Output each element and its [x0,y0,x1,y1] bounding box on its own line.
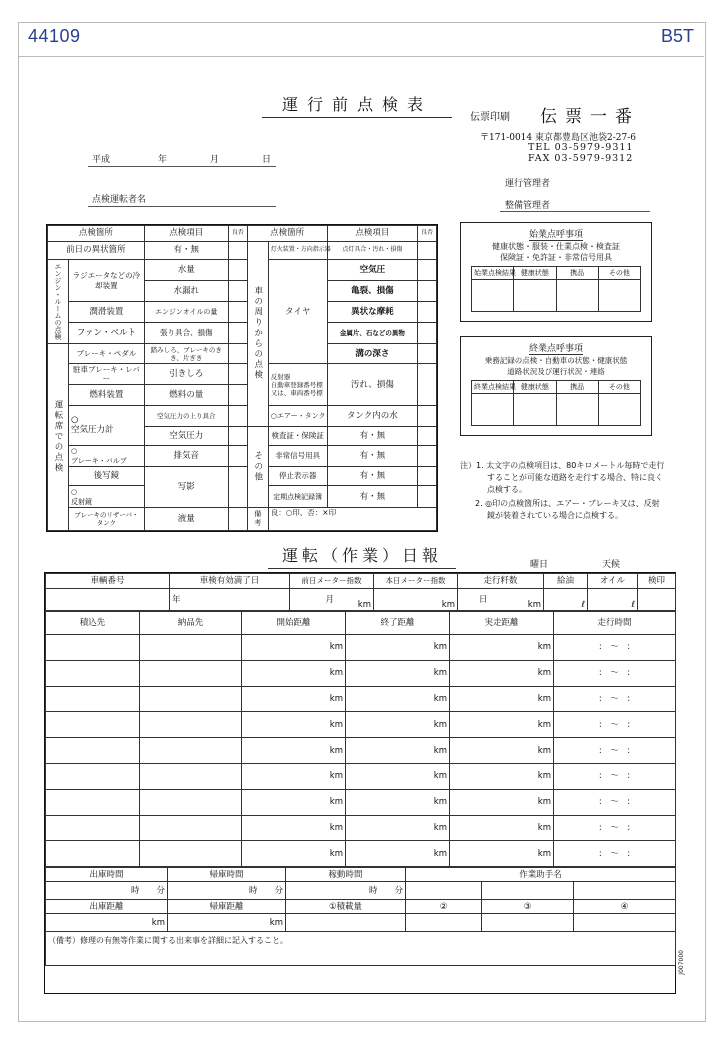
header-check-point-2: 点検箇所 [247,226,327,242]
hdr-assistant: 作業助手名 [406,868,676,882]
month-label: 月 [210,155,220,165]
hdr-working-time: 稼動時間 [286,868,406,882]
row-maintenance-log-value: 有・無 [327,486,417,508]
assistant-cell[interactable] [574,882,676,900]
day-label: 日 [262,155,272,165]
start-distance-cell[interactable]: km [242,635,346,661]
start-distance-cell[interactable]: km [242,660,346,686]
row-fuel-amount: 燃料の量 [144,385,228,406]
row-lights: 灯火装置・方向指示器 [268,241,327,260]
check-cell[interactable] [228,508,247,531]
assistant-cell[interactable] [482,882,574,900]
col-loading: 積込先 [46,612,140,635]
row-mirror-view: 写影 [144,467,228,508]
row-reflect-mirror: ○ 反射鏡 [69,486,145,508]
inspection-table [46,224,438,532]
hdr-oil: オイル [588,574,638,589]
end-distance-cell[interactable]: km [346,815,450,841]
check-cell[interactable] [228,385,247,406]
start-cell[interactable] [556,280,598,312]
col-start-distance: 開始距離 [242,612,346,635]
row-pedal-play: 踏みしろ、ブレーキのきき、片ぎき [144,343,228,364]
start-col-result: 始業点検結果 [472,267,514,280]
row-reflector: 反射器 自動車登録番号標又は、車両番号標 [268,364,327,406]
end-distance-cell[interactable]: km [346,686,450,712]
check-cell[interactable] [228,426,247,445]
note-1b: することが可能な道路を走行する場合、特に良く [487,473,663,482]
inspector-line[interactable] [88,192,276,207]
driving-time-cell[interactable]: : 〜 : [554,789,676,815]
loading-cell[interactable] [46,660,140,686]
start-col-health: 健康状態 [514,267,556,280]
row-prev-issue: 前日の異状箇所 [48,241,145,260]
start-cell[interactable] [598,280,640,312]
check-cell[interactable] [418,281,437,302]
end-rollcall-title: 終業点呼事項 [528,344,583,354]
weather-label: 天候 [602,560,621,570]
stamp-cell[interactable] [638,589,676,611]
loading-cell[interactable] [46,841,140,867]
return-time-cell[interactable]: 時 分 [168,882,286,900]
driving-time-cell[interactable]: : 〜 : [554,738,676,764]
mileage-cell[interactable]: km [458,589,544,611]
load-cell[interactable] [286,914,406,932]
row-tire: タイヤ [268,260,327,364]
end-cell[interactable] [514,394,556,426]
end-distance-cell[interactable]: km [346,841,450,867]
hdr-prev-meter: 前日メーター指数 [290,574,374,589]
end-distance-cell[interactable]: km [346,789,450,815]
loading-cell[interactable] [46,789,140,815]
delivery-cell[interactable] [140,763,242,789]
row-parking-brake: 駐車ブレーキ・レバー [69,364,145,385]
weekday-label: 曜日 [530,560,549,570]
maintenance-manager-line[interactable] [500,198,650,212]
row-fuel-system: 燃料装置 [69,385,145,406]
daily-log [44,572,676,994]
check-cell[interactable] [418,364,437,406]
start-distance-cell[interactable]: km [242,712,346,738]
row-maintenance-log: 定期点検記録簿 [268,486,327,508]
row-inspection-cert-value: 有・無 [327,426,417,445]
check-cell[interactable] [418,343,437,364]
driving-time-cell[interactable]: : 〜 : [554,686,676,712]
header-bar [18,22,704,57]
inspector-label: 点検運転者名 [92,195,147,205]
hdr-departure-distance: 出庫距離 [46,900,168,914]
col-delivery: 納品先 [140,612,242,635]
hdr-return-time: 帰庫時間 [168,868,286,882]
row-brake-pedal: ブレーキ・ペダル [69,343,145,364]
header-check-point: 点検箇所 [48,226,145,242]
row-water-level: 水量 [144,260,228,281]
check-cell[interactable] [418,301,437,322]
hdr-stamp: 検印 [638,574,676,589]
start-distance-cell[interactable]: km [242,841,346,867]
check-cell[interactable] [418,486,437,508]
col-driving-time: 走行時間 [554,612,676,635]
end-distance-cell[interactable]: km [346,635,450,661]
group-engine-room: エンジン・ルームの点検 [48,260,69,343]
actual-distance-cell[interactable]: km [450,738,554,764]
header-pass-fail: 良否 [228,226,247,242]
delivery-cell[interactable] [140,660,242,686]
start-col-items: 携品 [556,267,598,280]
check-cell[interactable] [228,445,247,467]
hdr-vehicle-no: 車輌番号 [46,574,170,589]
log-row [46,763,676,789]
check-cell[interactable] [418,322,437,343]
delivery-cell[interactable] [140,686,242,712]
group-around-vehicle: 車の周りからの点検 [247,241,268,426]
start-distance-cell[interactable]: km [242,738,346,764]
loading-cell[interactable] [46,635,140,661]
delivery-cell[interactable] [140,841,242,867]
hdr-load-3: ③ [482,900,574,914]
actual-distance-cell[interactable]: km [450,841,554,867]
header-pass-fail-2: 良否 [418,226,437,242]
end-distance-cell[interactable]: km [346,763,450,789]
actual-distance-cell[interactable]: km [450,660,554,686]
check-cell[interactable] [418,426,437,445]
start-distance-cell[interactable]: km [242,686,346,712]
start-distance-cell[interactable]: km [242,763,346,789]
actual-distance-cell[interactable]: km [450,686,554,712]
row-inspection-cert: 検査証・保険証 [268,426,327,445]
load-cell[interactable] [482,914,574,932]
start-rollcall-text1: 健康状態・服装・仕業点検・検査証 [492,242,620,251]
hdr-mileage: 走行粁数 [458,574,544,589]
publisher-brand: 伝票一番 [540,107,640,127]
driving-time-cell[interactable]: : 〜 : [554,660,676,686]
check-cell[interactable] [228,364,247,385]
driving-time-cell[interactable]: : 〜 : [554,841,676,867]
start-col-other: その他 [598,267,640,280]
departure-time-cell[interactable]: 時 分 [46,882,168,900]
circle-mark: ○ [71,415,79,426]
header-check-item: 点検項目 [144,226,228,242]
driving-time-cell[interactable]: : 〜 : [554,763,676,789]
departure-distance-cell[interactable]: km [46,914,168,932]
publisher-label: 伝票印刷 [470,112,510,123]
group-driver-seat: 運転席での点検 [48,343,69,530]
actual-distance-cell[interactable]: km [450,789,554,815]
row-radiator: ラジエータなどの冷却装置 [69,260,145,302]
log-row [46,789,676,815]
row-fluid-level: 液量 [144,508,228,531]
end-cell[interactable] [472,394,514,426]
row-water-leak: 水漏れ [144,281,228,302]
hdr-load-1: ①積載量 [286,900,406,914]
legend-pass-fail: 良：○印、否：×印 [268,508,436,531]
hdr-departure-time: 出庫時間 [46,868,168,882]
loading-cell[interactable] [46,815,140,841]
paper-size: B5T [660,26,694,46]
row-air-gauge: ○ 空気圧力計 [69,406,145,446]
start-rollcall-title: 始業点呼事項 [528,230,583,240]
row-crack: 亀裂、損傷 [327,281,417,302]
row-stop-sign-value: 有・無 [327,467,417,486]
end-rollcall-box [460,336,652,436]
delivery-cell[interactable] [140,789,242,815]
end-rollcall-text1: 乗務記録の点検・自動車の状態・健康状態 [484,356,628,365]
row-foreign-object: 金属片、石などの異物 [327,322,417,343]
row-oil-level: エンジンオイルの量 [144,301,228,322]
hdr-return-distance: 帰庫距離 [168,900,286,914]
row-air-pressure-2: 空気圧力 [144,426,228,445]
row-brake-reservoir: ブレーキのリザーバ・タンク [69,508,145,531]
oil-cell[interactable]: ℓ [588,589,638,611]
group-remarks: 備考 [247,508,268,531]
fuel-cell[interactable]: ℓ [544,589,588,611]
inspection-title: 運行前点検表 [262,92,452,118]
row-dirt-damage: 汚れ、損傷 [327,364,417,406]
row-air-tank: ○エアー・タンク [268,406,327,427]
hdr-fuel: 給油 [544,574,588,589]
assistant-cell[interactable] [406,882,482,900]
check-cell[interactable] [418,467,437,486]
col-actual-distance: 実走距離 [450,612,554,635]
row-groove-depth: 溝の深さ [327,343,417,364]
row-wear: 異状な摩耗 [327,301,417,322]
check-cell[interactable] [418,445,437,467]
row-stop-sign: 停止表示器 [268,467,327,486]
end-col-items: 携品 [556,381,598,394]
actual-distance-cell[interactable]: km [450,712,554,738]
check-cell[interactable] [418,406,437,427]
row-emergency-tools: 非常信号用具 [268,445,327,467]
check-cell[interactable] [228,241,247,260]
row-lights-item: 点灯具合・汚れ・損傷 [327,241,417,260]
row-belt-tension: 張り具合、損傷 [144,322,228,343]
start-rollcall-box [460,222,652,322]
log-row [46,712,676,738]
maintenance-manager-label: 整備管理者 [505,201,551,211]
check-cell[interactable] [228,281,247,302]
delivery-cell[interactable] [140,712,242,738]
driving-time-cell[interactable]: : 〜 : [554,712,676,738]
prev-meter-cell[interactable]: km [290,589,374,611]
row-tank-water: タンク内の水 [327,406,417,427]
loading-cell[interactable] [46,738,140,764]
row-lever-travel: 引きしろ [144,364,228,385]
start-distance-cell[interactable]: km [242,815,346,841]
log-row [46,738,676,764]
start-rollcall-text2: 保険証・免許証・非常信号用具 [500,253,612,262]
start-distance-cell[interactable]: km [242,789,346,815]
hdr-today-meter: 本日メーター指数 [374,574,458,589]
end-col-result: 終業点検結果 [472,381,514,394]
hdr-inspection-expiry: 車検有効満了日 [170,574,290,589]
check-cell[interactable] [228,260,247,281]
date-line[interactable] [88,152,276,167]
col-end-distance: 終了距離 [346,612,450,635]
end-col-other: その他 [598,381,640,394]
header-check-item-2: 点検項目 [327,226,417,242]
check-cell[interactable] [228,406,247,427]
driving-time-cell[interactable]: : 〜 : [554,815,676,841]
remarks-field[interactable]: （備考）修理の有無等作業に関する出来事を詳細に記入すること。 [46,932,676,966]
actual-distance-cell[interactable]: km [450,815,554,841]
note-2: 2. ◎印の点検箇所は、エアー・ブレーキ又は、反射 [475,499,660,508]
log-row [46,686,676,712]
check-cell[interactable] [228,322,247,343]
delivery-cell[interactable] [140,738,242,764]
start-cell[interactable] [514,280,556,312]
row-prev-issue-value: 有・無 [144,241,228,260]
era-label: 平成 [92,155,111,165]
row-emergency-tools-value: 有・無 [327,445,417,467]
end-cell[interactable] [598,394,640,426]
row-rear-mirror: 後写鏡 [69,467,145,486]
publisher-tel: TEL 03-5979-9311 [528,142,634,153]
return-distance-cell[interactable]: km [168,914,286,932]
load-cell[interactable] [406,914,482,932]
delivery-cell[interactable] [140,635,242,661]
log-row [46,635,676,661]
check-cell[interactable] [418,241,437,260]
row-exhaust-sound: 排気音 [144,445,228,467]
end-distance-cell[interactable]: km [346,738,450,764]
start-cell[interactable] [472,280,514,312]
check-cell[interactable] [228,301,247,322]
log-title: 運転（作業）日報 [268,543,456,569]
group-other: その他 [247,426,268,507]
row-air-rise: 空気圧力の上り具合 [144,406,228,427]
actual-distance-cell[interactable]: km [450,763,554,789]
check-cell[interactable] [228,343,247,364]
today-meter-cell[interactable]: km [374,589,458,611]
vehicle-no-cell[interactable] [46,589,170,611]
log-row [46,841,676,867]
expiry-cell[interactable]: 年 月 日 [170,589,290,611]
row-lubrication: 潤滑装置 [69,301,145,322]
note-2b: 鏡が装着されている場合に点検する。 [487,511,623,520]
log-row [46,660,676,686]
hdr-load-2: ② [406,900,482,914]
note-1: 注）1. 太文字の点検項目は、80キロメートル毎時で走行 [460,461,665,470]
end-rollcall-text2: 道路状況及び運行状況・連絡 [507,367,605,376]
row-brake-valve: ○ ブレーキ・バルブ [69,445,145,467]
loading-cell[interactable] [46,712,140,738]
check-cell[interactable] [228,467,247,508]
form-code: 44109 [28,26,81,46]
working-time-cell[interactable]: 時 分 [286,882,406,900]
driving-time-cell[interactable]: : 〜 : [554,635,676,661]
actual-distance-cell[interactable]: km [450,635,554,661]
delivery-cell[interactable] [140,815,242,841]
note-1c: 点検する。 [487,485,527,494]
row-air-pressure: 空気圧 [327,260,417,281]
operation-manager-label: 運行管理者 [505,179,551,189]
row-fan-belt: ファン・ベルト [69,322,145,343]
year-label: 年 [158,155,168,165]
hdr-load-4: ④ [574,900,676,914]
side-code: J007000 [678,950,685,975]
loading-cell[interactable] [46,763,140,789]
end-distance-cell[interactable]: km [346,660,450,686]
end-cell[interactable] [556,394,598,426]
log-row [46,815,676,841]
end-distance-cell[interactable]: km [346,712,450,738]
end-col-health: 健康状態 [514,381,556,394]
load-cell[interactable] [574,914,676,932]
check-cell[interactable] [418,260,437,281]
publisher-fax: FAX 03-5979-9312 [528,153,634,164]
publisher-postal: 〒171-0014 東京都豊島区池袋2-27-6 [480,133,636,143]
loading-cell[interactable] [46,686,140,712]
